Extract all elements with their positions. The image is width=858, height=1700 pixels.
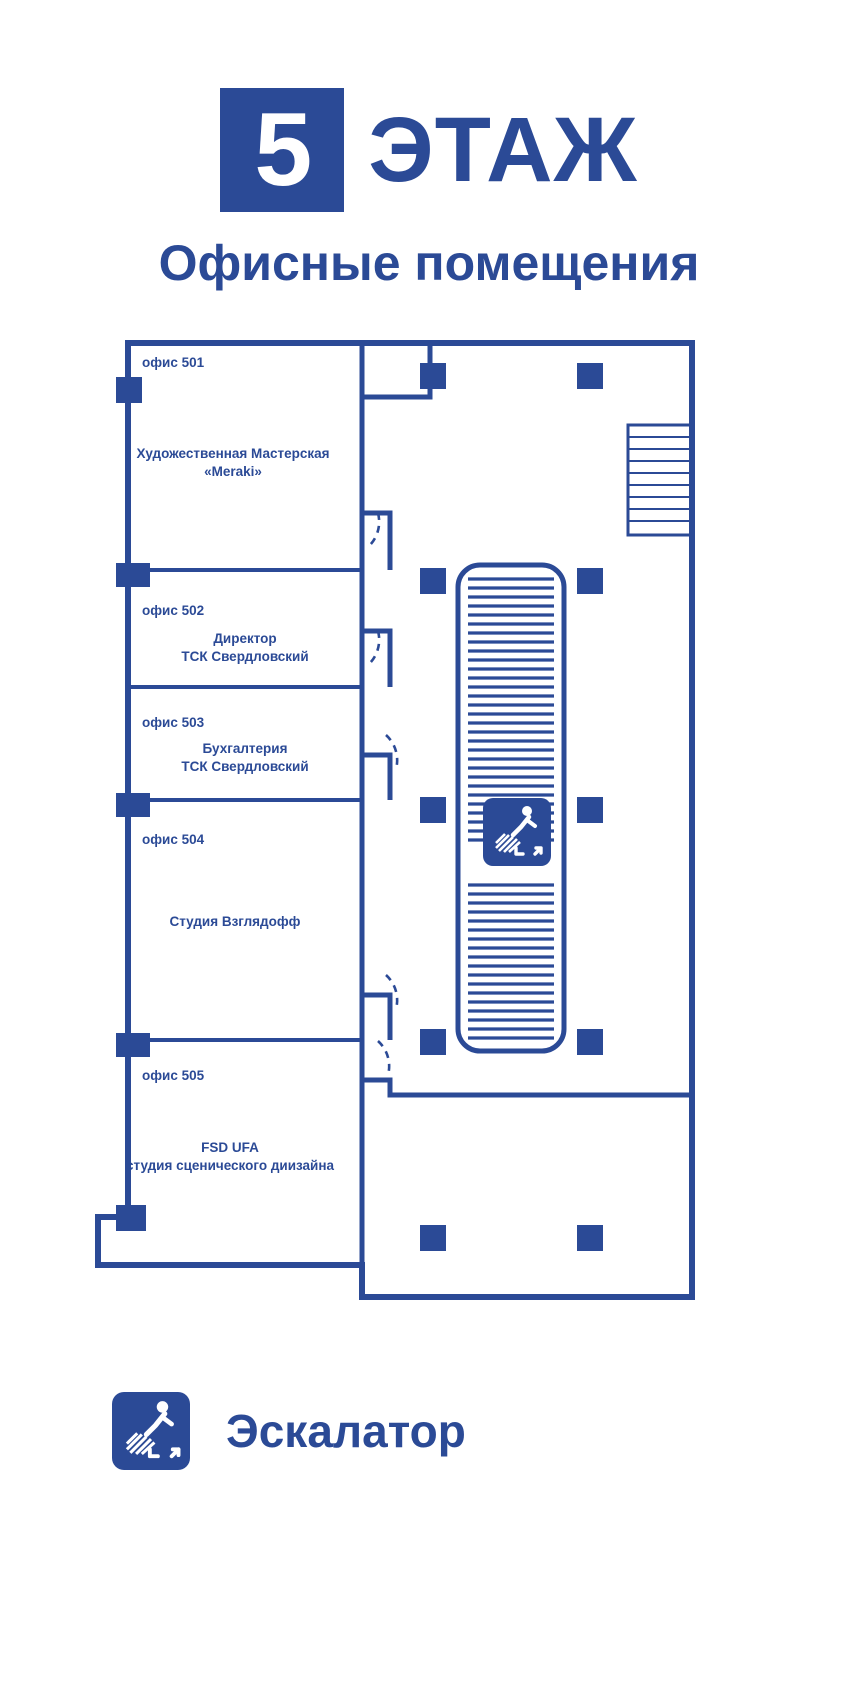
room-name-505-line2: студия сценического диизайна: [125, 1158, 334, 1173]
room-name-505-line1: FSD UFA: [201, 1140, 259, 1155]
room-name-504-line1: Студия Взглядофф: [169, 914, 301, 929]
room-name-503-line1: Бухгалтерия: [202, 741, 288, 756]
room-number-502: офис 502: [142, 603, 205, 618]
room-name-501-line2: «Meraki»: [204, 464, 262, 479]
escalator-icon: [112, 1392, 190, 1470]
legend: [112, 1392, 466, 1470]
floor-plan: [90, 335, 700, 1315]
floor-number-badge: 5: [220, 88, 344, 212]
room-number-501: офис 501: [142, 355, 205, 370]
room-name-502-line2: ТСК Свердловский: [181, 649, 309, 664]
room-number-504: офис 504: [142, 832, 205, 847]
room-name-503-line2: ТСК Свердловский: [181, 759, 309, 774]
page-header: [0, 88, 858, 292]
room-name-501-line1: Художественная Мастерская: [136, 446, 330, 461]
door-swings: [368, 513, 397, 1075]
title-row: [0, 88, 858, 212]
legend-label: Эскалатор: [226, 1405, 466, 1457]
room-number-505: офис 505: [142, 1068, 205, 1083]
page-subtitle: Офисные помещения: [158, 235, 700, 291]
room-number-503: офис 503: [142, 715, 205, 730]
escalator-icon: [483, 798, 551, 866]
page-title: ЭТАЖ: [368, 99, 638, 201]
room-name-502-line1: Директор: [213, 631, 277, 646]
